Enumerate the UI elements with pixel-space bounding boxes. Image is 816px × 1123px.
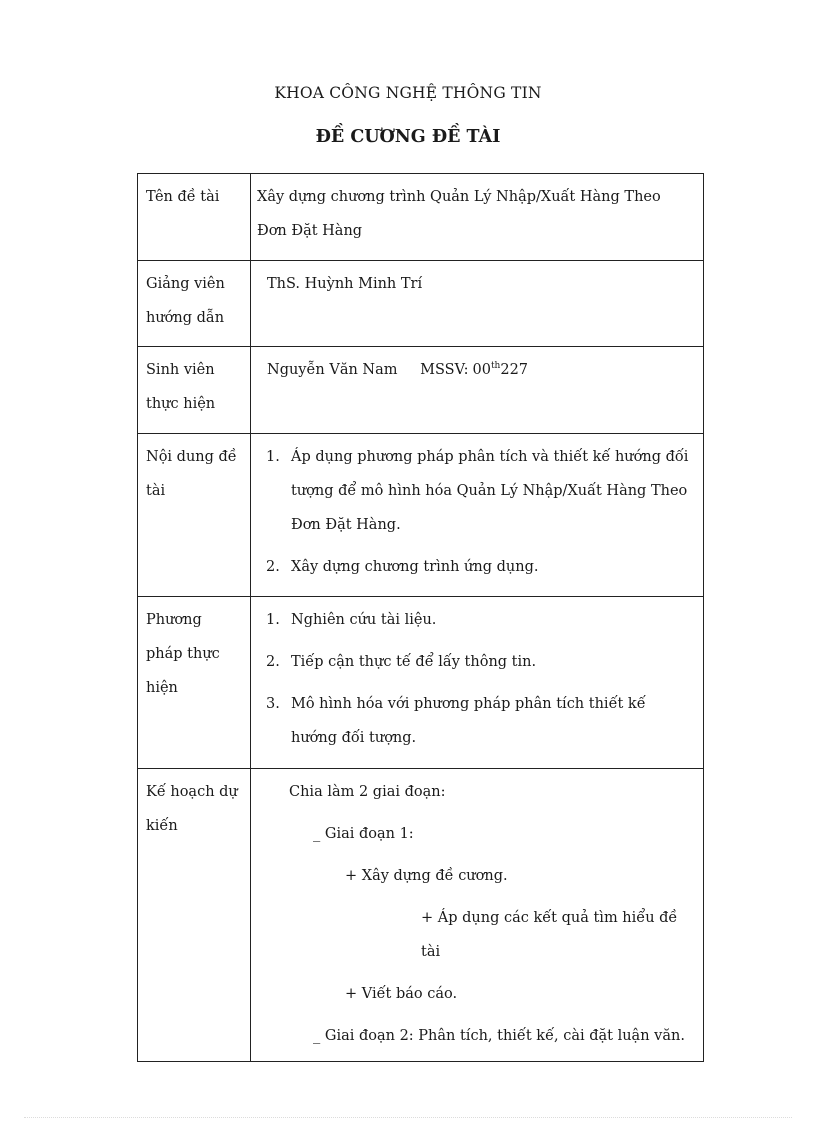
student-label: Sinh viên thực hiện (146, 362, 216, 412)
student-label-cell (138, 347, 251, 434)
content-label-cell (138, 434, 251, 597)
list-item-text: Nghiên cứu tài liệu. (291, 612, 437, 628)
plan-line: + Viết báo cáo. (345, 986, 458, 1002)
topic-label: Tên đề tài (146, 189, 220, 205)
plan-label: Kế hoạch dự kiến (146, 784, 238, 834)
table-row-supervisor (138, 261, 704, 347)
mssv-label: MSSV: (420, 362, 469, 378)
plan-line: Chia làm 2 giai đoạn: (289, 784, 446, 800)
method-label-cell (138, 597, 251, 769)
plan-line: _ Giai đoạn 2: Phân tích, thiết kế, cài đặt luận văn. (313, 1028, 685, 1044)
supervisor-value-cell (251, 261, 704, 347)
plan-value-cell (251, 769, 704, 1062)
mssv-superscript: th (490, 361, 501, 371)
list-item-text: Xây dựng chương trình ứng dụng. (291, 559, 539, 575)
plan-line: _ Giai đoạn 1: (313, 826, 414, 842)
list-item-text: Áp dụng phương pháp phân tích và thiết kế hướng đối tượng để mô hình hóa Quản Lý Nhập/Xuất Hàng Theo Đơn Đặt Hàng. (291, 449, 689, 533)
table-row-plan (138, 769, 704, 1062)
table-row-content (138, 434, 704, 597)
supervisor-label: Giảng viên hướng dẫn (146, 276, 225, 326)
document-title: ĐỀ CƯƠNG ĐỀ TÀI (315, 127, 501, 147)
supervisor-label-cell (138, 261, 251, 347)
topic-value: Xây dựng chương trình Quản Lý Nhập/Xuất Hàng Theo Đơn Đặt Hàng (257, 189, 661, 239)
table-row-topic (138, 174, 704, 261)
page-bottom-divider (24, 1117, 792, 1118)
supervisor-value: ThS. Huỳnh Minh Trí (267, 276, 423, 292)
list-item-number: 3. (266, 696, 280, 712)
list-item (257, 603, 693, 637)
list-item-text: Tiếp cận thực tế để lấy thông tin. (291, 654, 537, 670)
plan-label-cell (138, 769, 251, 1062)
plan-line: + Áp dụng các kết quả tìm hiểu đề tài (421, 910, 678, 960)
list-item-number: 2. (266, 654, 280, 670)
content-label: Nội dung đề tài (146, 449, 237, 499)
method-list (257, 603, 693, 755)
student-value-cell (251, 347, 704, 434)
content-value-cell (251, 434, 704, 597)
topic-value-cell (251, 174, 704, 261)
student-name: Nguyễn Văn Nam (267, 362, 398, 378)
topic-label-cell (138, 174, 251, 261)
list-item (257, 550, 693, 584)
list-item (257, 645, 693, 679)
mssv-prefix: 00 (472, 362, 491, 378)
mssv-suffix: 227 (500, 362, 529, 378)
list-item-number: 2. (266, 559, 280, 575)
content-list (257, 440, 693, 584)
list-item-number: 1. (266, 612, 280, 628)
list-item (257, 687, 693, 755)
plan-line: + Xây dựng đề cương. (345, 868, 508, 884)
method-value-cell (251, 597, 704, 769)
table-row-method (138, 597, 704, 769)
list-item (257, 440, 693, 542)
table-row-student (138, 347, 704, 434)
outline-table (137, 173, 704, 1062)
faculty-heading: KHOA CÔNG NGHỆ THÔNG TIN (274, 84, 542, 102)
method-label: Phương pháp thực hiện (146, 612, 220, 696)
list-item-text: Mô hình hóa với phương pháp phân tích thiết kế hướng đối tượng. (291, 696, 646, 746)
list-item-number: 1. (266, 449, 280, 465)
